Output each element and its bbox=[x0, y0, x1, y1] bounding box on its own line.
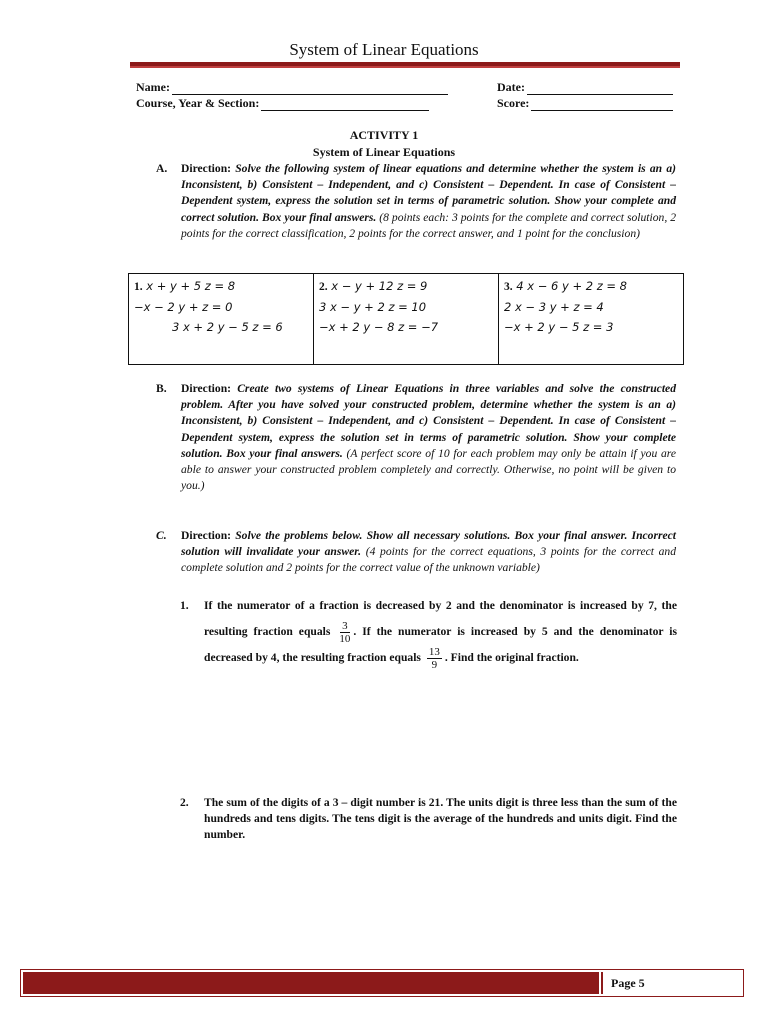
activity-subtitle: System of Linear Equations bbox=[312, 145, 456, 159]
section-b-direction-label: Direction: bbox=[181, 382, 232, 395]
section-a-direction-label: Direction: bbox=[181, 162, 232, 175]
score-label: Score: bbox=[497, 96, 530, 110]
equation: −x + 2 y − 8 z = −7 bbox=[319, 320, 439, 334]
page-title: System of Linear Equations bbox=[289, 40, 479, 59]
activity-title: ACTIVITY 1 bbox=[349, 128, 419, 142]
course-blank[interactable] bbox=[261, 99, 429, 111]
problem-number: 1. bbox=[180, 599, 189, 612]
section-a-direction-text: Solve the following system of linear equations and determine whether the system is an a) Inconsistent, b) Consistent – Independent, and c) Consistent – Dependent. In case of Consistent – Dependent system, express the solution set in terms of parametric solution. Show your complete and correct solution. Box your final answers. bbox=[181, 162, 676, 224]
problem-1-text-b: . If the numerator is increased by 5 and the denominator is decreased by 4, the resulting fraction equals bbox=[204, 625, 678, 664]
system-cell-1 bbox=[129, 274, 314, 364]
section-c-letter: C. bbox=[156, 529, 167, 542]
section-c-direction-label: Direction: bbox=[181, 529, 232, 542]
system-cell-2 bbox=[314, 274, 499, 364]
fraction-13-9: $\frac{13}{9}$ bbox=[428, 645, 440, 671]
section-c bbox=[156, 528, 676, 577]
section-a-letter: A. bbox=[156, 162, 168, 175]
problem-1-text-c: . Find the original fraction. bbox=[444, 651, 579, 664]
problem-1-text-a: If the numerator of a fraction is decreased by 2 and the denominator is increased by 7, the resulting fraction equals bbox=[204, 599, 677, 638]
footer-bar bbox=[20, 969, 744, 997]
equation: 3 x + 2 y − 5 z = 6 bbox=[172, 320, 283, 334]
system-cell-3 bbox=[499, 274, 683, 364]
section-b-direction-text: Create two systems of Linear Equations in three variables and solve the constructed problem. After you have solved your constructed problem, determine whether the system is an a) Inconsistent, b) Consistent – Independent, and c) Consistent – Dependent. In case of Consistent – Dependent system, express the solution set in terms of parametric solution. Show your complete solution. Box your final answers. bbox=[181, 382, 676, 460]
problem-2-text: The sum of the digits of a 3 – digit number is 21. The units digit is three less than the sum of the hundreds and tens digits. The tens digit is the average of the hundreds and units digit. Find the number. bbox=[204, 796, 677, 841]
equation: 3 x − y + 2 z = 10 bbox=[319, 300, 427, 314]
section-c-direction-text: Solve the problems below. Show all necessary solutions. Box your final answer. Incorrect solution will invalidate your answer. bbox=[181, 529, 676, 559]
problem-1 bbox=[180, 593, 677, 671]
system-number: 3. bbox=[504, 281, 513, 293]
score-row bbox=[497, 96, 673, 111]
date-label: Date: bbox=[497, 80, 525, 94]
equation: −x − 2 y + z = 0 bbox=[134, 300, 233, 314]
equation: 2 x − 3 y + z = 4 bbox=[504, 300, 604, 314]
section-b-points-text: (A perfect score of 10 for each problem may only be attain if you are able to answer your constructed problem completely and correctly. Otherwise, no point will be given to you.) bbox=[181, 446, 676, 493]
section-a-points-text: (8 points each: 3 points for the complete and correct solution, 2 points for the correct classification, 2 points for the correct answer, and 1 point for the conclusion) bbox=[181, 210, 677, 240]
equation: x + y + 5 z = 8 bbox=[146, 279, 236, 293]
equation: 4 x − 6 y + 2 z = 8 bbox=[516, 279, 628, 293]
score-blank[interactable] bbox=[531, 99, 673, 111]
header-divider bbox=[130, 62, 680, 66]
course-label: Course, Year & Section: bbox=[136, 96, 260, 110]
equation: −x + 2 y − 5 z = 3 bbox=[504, 320, 614, 334]
date-blank[interactable] bbox=[527, 83, 673, 95]
section-c-points-text: (4 points for the correct equations, 3 points for the correct and complete solution and 2 points for the correct value of the unknown variable) bbox=[181, 545, 677, 575]
name-blank[interactable] bbox=[172, 83, 448, 95]
problem-2 bbox=[180, 795, 677, 843]
section-b bbox=[156, 381, 676, 494]
page-number: Page 5 bbox=[601, 972, 741, 994]
equation: x − y + 12 z = 9 bbox=[331, 279, 428, 293]
name-row bbox=[136, 80, 448, 95]
footer-accent bbox=[23, 972, 599, 994]
system-number: 2. bbox=[319, 281, 328, 293]
equation-table bbox=[128, 273, 684, 365]
system-number: 1. bbox=[134, 281, 143, 293]
name-label: Name: bbox=[136, 80, 170, 94]
course-row bbox=[136, 96, 429, 111]
section-a bbox=[156, 161, 676, 242]
problem-number: 2. bbox=[180, 796, 189, 809]
date-row bbox=[497, 80, 673, 95]
section-b-letter: B. bbox=[156, 382, 167, 395]
fraction-3-10: $\frac{3}{10}$ bbox=[339, 619, 351, 645]
